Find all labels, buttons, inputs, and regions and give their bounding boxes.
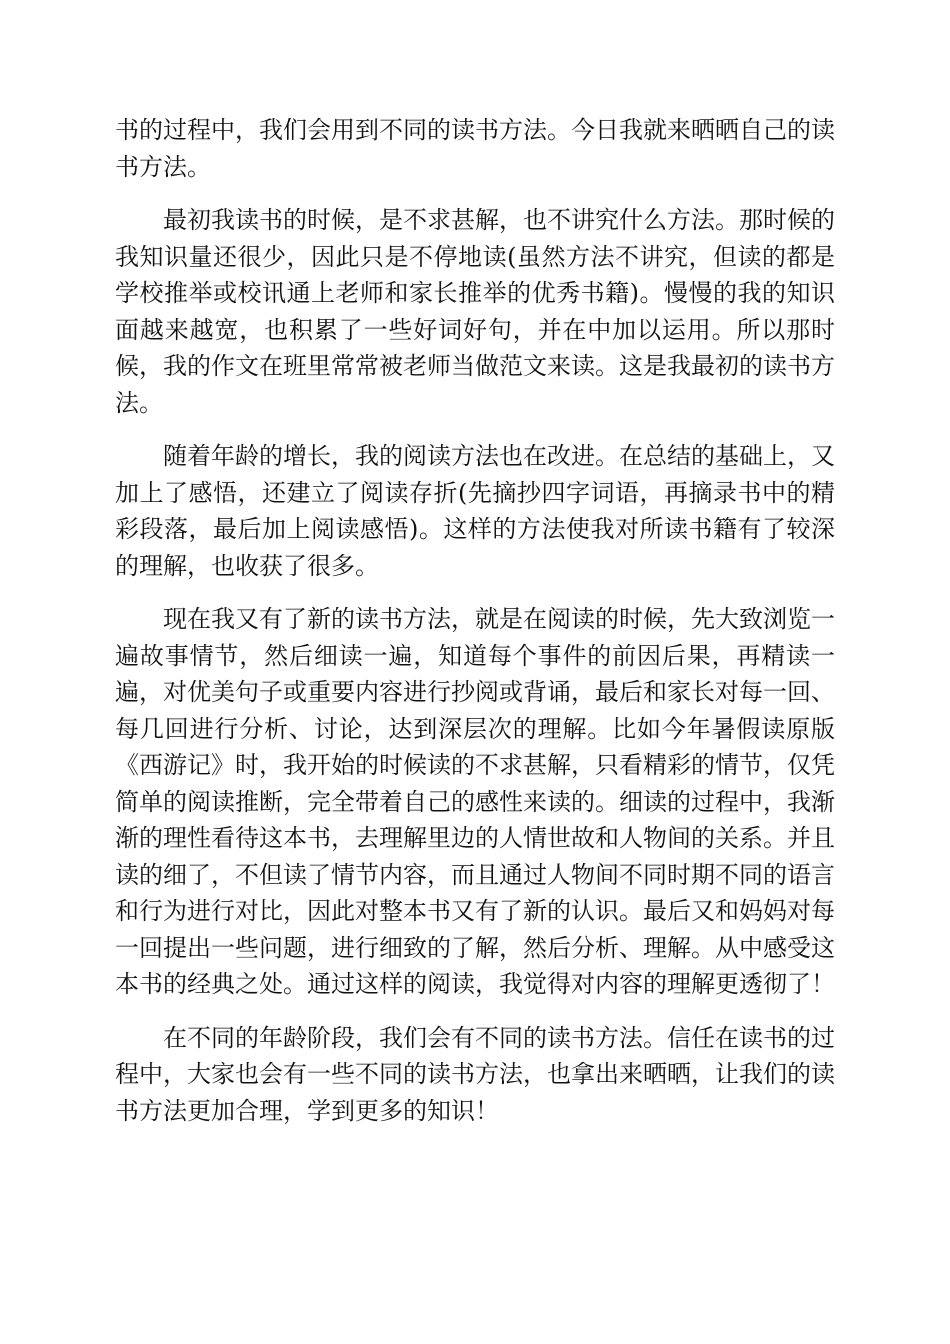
- paragraph-5: 在不同的年龄阶段，我们会有不同的读书方法。信任在读书的过程中，大家也会有一些不同的读书方法，也拿出来晒晒，让我们的读书方法更加合理，学到更多的知识！: [115, 1023, 835, 1125]
- paragraph-3: 随着年龄的增长，我的阅读方法也在改进。在总结的基础上，又加上了感悟，还建立了阅读存折(先摘抄四字词语，再摘录书中的精彩段落，最后加上阅读感悟)。这样的方法使我对所读书籍有了较深的理解，也收获了很多。: [115, 442, 835, 580]
- paragraph-1: 书的过程中，我们会用到不同的读书方法。今日我就来晒晒自己的读书方法。: [115, 116, 835, 181]
- paragraph-2: 最初我读书的时候，是不求甚解，也不讲究什么方法。那时候的我知识量还很少，因此只是不停地读(虽然方法不讲究，但读的都是学校推举或校讯通上老师和家长推举的优秀书籍)。慢慢的我的知识面越来越宽，也积累了一些好词好句，并在中加以运用。所以那时候，我的作文在班里常常被老师当做范文来读。这是我最初的读书方法。: [115, 206, 835, 417]
- document-page: [115, 112, 835, 1146]
- paragraph-4: 现在我又有了新的读书方法，就是在阅读的时候，先大致浏览一遍故事情节，然后细读一遍，知道每个事件的前因后果，再精读一遍，对优美句子或重要内容进行抄阅或背诵，最后和家长对每一回、每几回进行分析、讨论，达到深层次的理解。比如今年暑假读原版《西游记》时，我开始的时候读的不求甚解，只看精彩的情节，仅凭简单的阅读推断，完全带着自己的感性来读的。细读的过程中，我渐渐的理性看待这本书，去理解里边的人情世故和人物间的关系。并且读的细了，不但读了情节内容，而且通过人物间不同时期不同的语言和行为进行对比，因此对整本书又有了新的认识。最后又和妈妈对每一回提出一些问题，进行细致的了解，然后分析、理解。从中感受这本书的经典之处。通过这样的阅读，我觉得对内容的理解更透彻了！: [115, 605, 835, 998]
